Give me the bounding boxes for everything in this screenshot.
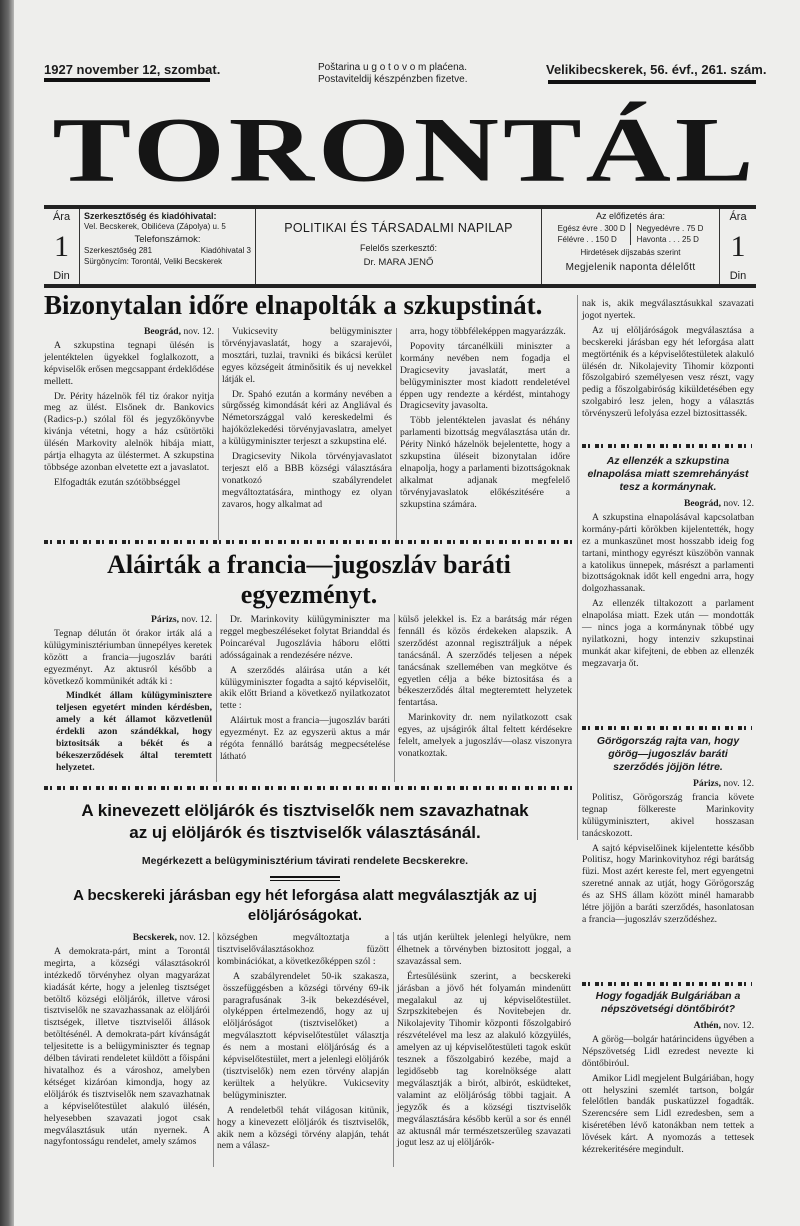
sidebar-story3-dateline: Athén, nov. 12. [693,1020,754,1031]
newspaper-title: TORONTÁL [52,98,758,201]
column-divider [218,328,219,540]
paragraph: Több jelentéktelen javaslat és néhány parlamenti bizottság megválasztása után dr. Périty Ninkó házelnök bejelentette, hogy a szkupstina üléseit bizonytalan időre elnapolja, hogy a parlamenti bizottságoknak alkalmat adjanak megfelelő törvényjavaslatok előkészitésére a szkupstina számára. [400,415,570,510]
article1-col2 [222,326,392,514]
article2-col1 [44,614,212,777]
article3-col2 [217,932,389,1155]
subscription-title: Az előfizetés ára: [595,211,666,221]
price-label: Ára [729,211,747,223]
appears-note: Megjelenik naponta délelőtt [565,262,696,273]
sidebar-story2-dateline: Párizs, nov. 12. [693,778,754,789]
paragraph: nak is, akik megválasztásukkal szavazati jogot nyertek. [582,298,754,321]
article3-dateline: Becskerek, nov. 12. [132,932,210,943]
office-info [80,209,256,284]
price-right [720,209,756,284]
double-rule [270,876,340,878]
article3-headline [30,800,580,844]
ornamental-rule [582,726,752,730]
paragraph: Dr. Spahó ezután a kormány nevében a sürgősség kimondását kéri az Angliával és Németországgal való kereskedelmi és hajóközlekedési törvényjavaslatra, amelyet a külügyminiszter terjeszt a szkupstina elé. [222,388,392,448]
paragraph: Vukicsevity belügyminiszter törvényjavaslatát, hogy a szarajevói, mosztári, tuzlai, travniki és bikácsi kerület egyes községeit átminősitik és uj nevekkel látják el. [222,326,392,385]
phone-publisher: Kiadóhivatal 3 [200,246,251,255]
decree-quote: A szabályrendelet 50-ik szakasza, összefüggésben a községi törvény 69-ik paragrafusának 3-ik bekezdésével, olyképpen értelmezendő, hogy az uj elöljáróságot (tisztviselőket) a megválasztott képviselőtestület választja és nem a mostani elöljáróság és a képviselőtestület, mert a jelenlegi elöljárók (tisztviselők) nem ezen törvény alapján kerültek a helyükre. Vukicsevity belügyminiszter. [223,970,389,1101]
paragraph: Az uj elöljáróságok megválasztása a becskereki járásban egy hét leforgása alatt megtörténik és a képviselőtestületek alakuló ülésén dr. Nikolajevity Tihomir központi főszolgabiró személyesen vesz részt, vagy pedig a főszolgabiróság kiküldetésében egy szolgabiró lesz jelen, hogy a választás törvényszerü lefolyása ezzel biztosittassék. [582,324,754,420]
article2-headline: Aláirták a francia—jugoszláv baráti egyezményt. [107,550,511,609]
paragraph: Popovity tárcanélküli miniszter a kormány nevében nem fogadja el Dragicsevity javaslatát, mert a belügyminiszter most kiadott rendeletével éppen ugy rendezte a kérdést, mintahogy Dragicsevity javasolta. [400,340,570,412]
price-left [44,209,80,284]
paragraph: Amikor Lidl megjelent Bulgáriában, hogy ott helyszini szemlét tartson, bolgár felelőtlen bandák puskatüzzel fogadták. Szerencsére sem Lidl ezredesben, sem a kiséretében lévő katonákban nem tettek a lövések kárt. A nyomozás a tettesek kézrekeritésére megindult. [582,1072,754,1156]
info-bar [44,205,756,288]
issue-date: 1927 november 12, szombat. [44,62,221,77]
paragraph: községben megváltoztatja a tisztviselőválasztásokhoz füzött kombinációkat, a következőképpen szól : [217,932,389,967]
tagline: POLITIKAI ÉS TÁRSADALMI NAPILAP [284,221,513,235]
paragraph: A rendeletből tehát világosan kitünik, hogy a kinevezett elöljárók és tisztviselők, akik nem a községi törvény alapján, tehát nem a válasz- [217,1104,389,1152]
column-divider [216,614,217,782]
column-divider [396,328,397,540]
price-value: 1 [730,229,746,263]
price-label: Ára [52,211,71,223]
sidebar-story2-headline: Görögország rajta van, hogy görög—jugoszláv baráti szerződés jöjjön létre. [596,735,740,773]
sidebar-story2 [582,735,754,929]
paragraph: Tegnap délután öt órakor irták alá a külügyminisztériumban ünnepélyes keretek között a francia—jugoszláv baráti egyezményt. Az aktusról később a következő kommünikét adták ki : [44,627,212,687]
ornamental-rule [44,540,574,544]
article1-col3 [400,326,570,514]
subscription-block [542,209,720,284]
article1-dateline: Beográd, nov. 12. [143,326,214,337]
paragraph: Marinkovity dr. nem nyilatkozott csak egyes, az ujságirók által feltett kérdésekre felelt, amelyek a jugoszláv—olasz viszonyra vonatkoztak. [398,712,572,759]
paragraph: A demokrata-párt, mint a Torontál megirta, a községi választásokról intézkedő törvényhez olyan magyarázat kiadását kérte, hogy a jelenleg tisztséget betöltő községi elöljárók, illetve városi tisztviselők ne szavazhassanak az elöljárói tisztségek, illetve tisztviselői állások betöltésénél. A demokrata-párt kívánságát teljesitette is a belügyminiszter és tegnap délben távirati rendeletet küldött a főispáni hivatalhoz és a városhoz, amelyben kétséget kizáróan kimondja, hogy az elöljárók és tisztviselők nem szavazhatnak a képviselőtestület alakuló ülésén, helyesebben szavazati jogot csak megválasztásuk után nyernek. A nagyfontosságu rendelet, amely számos [44,945,210,1148]
editor-name: Dr. MARA JENŐ [363,257,434,268]
sub-half: Félévre . . 150 D [557,235,617,244]
paragraph: A szerződés aláirása után a két külügyminiszter fogadta a sajtó képviselőit, akik előtt Briand a következő nyilatkozatot tette : [220,664,390,712]
sub-year: Egész évre . 300 D [557,224,626,233]
office-address: Vel. Becskerek, Obilićeva (Zápolya) u. 5 [84,222,226,231]
article1-headline: Bizonytalan időre elnapolták a szkupstinát. [44,290,543,320]
telegram-address: Sürgönycím: Torontál, Veliki Becskerek [84,257,223,266]
paragraph: Dr. Marinkovity külügyminiszter ma reggel megbeszéléseket folytat Brianddal és Poincaréval Jugoszlávia háboru előtti adósságainak a rendezésére nézve. [220,614,390,661]
paragraph: A sajtó képviselőinek kijelentette később Politisz, hogy Marinkovityhoz régi barátság füzi. Most azért kereste fel, mert egyengetni szeretné annak az utját, hogy Görögország és az SHS állam között minél hamarabb létre jöjjön a baráti szerződés, hasonlatosan a francia—jugoszláv szerződéshez. [582,842,754,925]
sidebar-story1-headline: Az ellenzék a szkupstina elnapolása miatt szemrehányást tesz a kormánynak. [587,455,749,493]
sidebar-story1 [582,455,754,673]
office-title: Szerkesztőség és kiadóhivatal: [84,211,217,221]
column-divider [394,614,395,782]
sub-month: Havonta . . . 25 D [636,235,699,244]
paragraph: Dragicsevity Nikola törvényjavaslatot terjeszt elő a BBB községi választására vonatkozó szabályrendelet megváltoztatására, minthogy ez olyan zavaros, hogy alkalmat ad [222,451,392,510]
paragraph: Aláirtuk most a francia—jugoszláv baráti egyezményt. Ez az egyszerü aktus a már régóta fennálló barátság megpecsételése látható [220,715,390,762]
sidebar-story3 [582,990,754,1159]
postal-line1: Poštarina u g o t o v o m plaćena. [318,62,467,73]
communique-text: Mindkét állam külügyminisztere teljesen egyetért minden kérdésben, amely a két államot közvetlenül érdekli azon szándékkal, hogy biztositsák a békét és a békeszerződések által teremtett helyzetet. [56,690,212,773]
sidebar-story3-headline: Hogy fogadják Bulgáriában a népszövetségi döntőbirót? [595,990,741,1015]
paragraph: Dr. Périty házelnök fél tiz órakor nyitja meg az ülést. Elsőnek dr. Bankovics (Radics-p.) szólal föl és jegyzőkönyvbe kivánja vétetni, hogy a ház csütörtöki ülésén Markovity alelnök hibája miatt, pártja elhagyta az üléstermet. A szkupstina többsége azonban elvetette ezt a javaslatot. [44,390,214,473]
paragraph: Az ellenzék tiltakozott a parlament elnapolása miatt. Ezek után — mondották — nincs joga a kormánynak többé ugy nyilatkozni, hogy intenziv szkupstinai munkát akar kifejteni, de ebben az ellenzék megzavarja őt. [582,598,754,669]
ornamental-rule [582,982,752,986]
paragraph: külső jelekkel is. Ez a barátság már régen fennáll és közös érdekeken alapszik. A szerződést azonnal regisztráljuk a népek tanácsánál. A szerződés teljesen a népek tanácsának szellemében van megkötve és egyetlen célja a béke biztositása és a békeszerződés által megteremtett helyzetek fentartása. [398,614,572,709]
article3-headline-line2: az uj elöljárók és tisztviselők választásánál. [129,823,481,842]
page-edge-shadow [0,0,14,1226]
paragraph: A szkupstina tegnapi ülésén is jelentéktelen ügyekkel foglalkozott, a képviselők erősen megcsappant érdeklődése mellett. [44,339,214,387]
tagline-block [256,209,542,284]
editor-label: Felelős szerkesztő: [359,243,438,253]
postal-note [318,62,468,86]
rule-left [44,78,210,82]
price-unit: Din [729,270,747,282]
ornamental-rule [582,444,752,448]
ads-note: Hirdetések díjszabás szerint [580,248,681,257]
sidebar-continuation [582,298,754,423]
phone-editorial: Szerkesztőség 281 [84,246,153,255]
article3-col3 [397,932,571,1152]
sidebar-story1-dateline: Beográd, nov. 12. [683,498,754,509]
paragraph: Értesülésünk szerint, a becskereki járásban a jövő hét folyamán mindenütt megalakul az uj képviselőtestület. Szrpszkitebejen és Novitebejen dr. Nikolajevity Tihomir központi főszolgabiró részvételével ma lesz az alakuló közgyülés, amelyen az uj képviselőtestületi tagok esküt tesznek a főszolgabiró kezébe, majd a legidősebb tag korelnöksége alatt megválasztják a birót, albirót, esküdteket, valamint az elöljáróság többi tagjait. A jegyzők és a községi tisztviselők megválasztására később kerül a sor és ennél az aktusnál már természetszerüleg szavazati jogut lesz az uj elöljárók- [397,970,571,1149]
article2-dateline: Párizs, nov. 12. [151,614,212,625]
column-divider [577,295,578,840]
article1-col1 [44,326,214,492]
phones [84,245,251,256]
article3-headline-line1: A kinevezett elöljárók és tisztviselők nem szavazhatnak [81,801,529,820]
postal-line2: Postaviteldij készpénzben fizetve. [318,74,468,85]
column-divider [213,932,214,1167]
price-value: 1 [54,229,69,263]
paragraph: A görög—bolgár határincidens ügyében a Népszövetség Lidl ezredest nevezte ki döntőbiróul. [582,1033,754,1069]
paragraph: A szkupstina elnapolásával kapcsolatban kormány-párti körökben kijelentették, hogy ez a munkaszünet most hosszabb ideig fog tartani, minthogy egyrészt küszöbön vannak a katolikus ünnepek, másrészt a parlamenti bizottságoknak időt kell engedni arra, hogy dolgozhassanak. [582,511,754,595]
issue-number: Velikibecskerek, 56. évf., 261. szám. [546,62,767,77]
subscription-prices [546,223,715,245]
article3-col1 [44,932,210,1151]
article3-subhead: Megérkezett a belügyminisztérium távirati rendelete Becskerekre. [141,855,469,867]
article2-col3 [398,614,572,763]
ornamental-rule [44,786,574,790]
paragraph: arra, hogy többféleképpen magyarázzák. [410,326,566,337]
column-divider [393,932,394,1167]
paragraph: Elfogadták ezután szótöbbséggel [54,476,181,488]
double-rule [270,880,340,881]
paragraph: tás utján kerültek jelenlegi helyükre, nem élhetnek a törvényben biztositott joggal, a szavazással sem. [397,932,571,967]
rule-right [548,80,756,84]
phones-title: Telefonszámok: [134,234,201,245]
article2-col2 [220,614,390,766]
paragraph: Politisz, Görögország francia követe tegnap fölkereste Marinkovity külügyminisztert, akivel hosszasan tanácskozott. [582,791,754,839]
price-unit: Din [53,270,70,282]
sub-quarter: Negyedévre . 75 D [636,224,704,233]
article3-headline2: A becskereki járásban egy hét leforgása alatt megválasztják az uj elöljáróságokat. [73,887,537,924]
